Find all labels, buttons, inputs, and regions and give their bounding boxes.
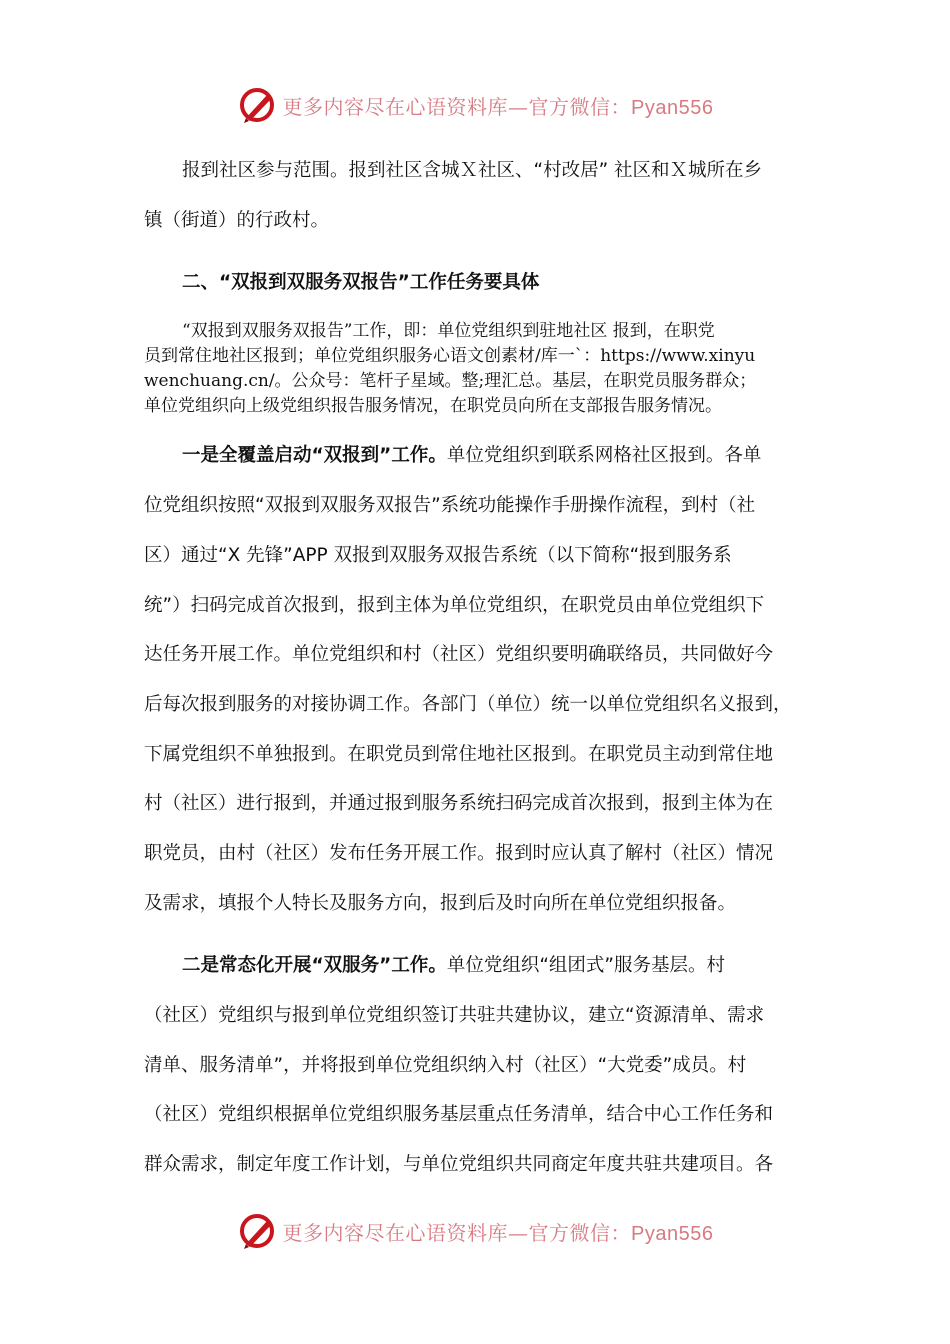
pen-logo-icon bbox=[237, 1211, 277, 1251]
text-line: “双报到双服务双报告”工作，即：单位党组织到驻地社区 报到，在职党 bbox=[182, 321, 715, 341]
text-line: 二是常态化开展“双服务”工作。单位党组织“组团式”服务基层。村 bbox=[182, 955, 725, 976]
pen-logo-icon bbox=[237, 85, 277, 125]
paragraph-lead: 一是全覆盖启动“双报到”工作。 bbox=[182, 445, 447, 466]
text-line: 员到常住地社区报到；单位党组织服务心语文创素材/库一`：https://www.xinyu bbox=[144, 346, 756, 366]
top-banner bbox=[0, 83, 950, 127]
banner-text: 更多内容尽在心语资料库—官方微信：Pyan556 bbox=[282, 94, 714, 119]
banner-text: 更多内容尽在心语资料库—官方微信：Pyan556 bbox=[282, 1220, 714, 1245]
text-line: 村（社区）进行报到，并通过报到服务系统扫码完成首次报到，报到主体为在 bbox=[144, 793, 774, 814]
paragraph-lead: 二是常态化开展“双服务”工作。 bbox=[182, 955, 447, 976]
text-line: 职党员，由村（社区）发布任务开展工作。报到时应认真了解村（社区）情况 bbox=[144, 843, 774, 864]
text-line: 位党组织按照“双报到双服务双报告”系统功能操作手册操作流程，到村（社 bbox=[144, 495, 756, 516]
text-line: 后每次报到服务的对接协调工作。各部门（单位）统一以单位党组织名义报到， bbox=[144, 694, 792, 715]
bottom-banner bbox=[0, 1209, 950, 1253]
text-line: wenchuang.cn/。公众号：笔杆子星域。整;理汇总。基层，在职党员服务群众； bbox=[144, 371, 757, 391]
wechat-id: Pyan556 bbox=[631, 96, 714, 119]
text-line: 及需求，填报个人特长及服务方向，报到后及时向所在单位党组织报备。 bbox=[144, 893, 737, 914]
wechat-id: Pyan556 bbox=[631, 1222, 714, 1245]
text-line: 单位党组织向上级党组织报告服务情况，在职党员向所在支部报告服务情况。 bbox=[144, 396, 722, 416]
text-line: 下属党组织不单独报到。在职党员到常住地社区报到。在职党员主动到常住地 bbox=[144, 744, 774, 765]
text-line: 统”）扫码完成首次报到，报到主体为单位党组织，在职党员由单位党组织下 bbox=[144, 595, 765, 616]
text-line: 区）通过“X 先锋”APP 双报到双服务双报告系统（以下简称“报到服务系 bbox=[144, 545, 732, 566]
text-line: （社区）党组织与报到单位党组织签订共驻共建协议，建立“资源清单、需求 bbox=[144, 1005, 765, 1026]
text-line: 群众需求，制定年度工作计划，与单位党组织共同商定年度共驻共建项目。各 bbox=[144, 1154, 774, 1175]
text-line: 一是全覆盖启动“双报到”工作。单位党组织到联系网格社区报到。各单 bbox=[182, 445, 762, 466]
text-line: （社区）党组织根据单位党组织服务基层重点任务清单，结合中心工作任务和 bbox=[144, 1104, 774, 1125]
text-line: 清单、服务清单”，并将报到单位党组织纳入村（社区）“大党委”成员。村 bbox=[144, 1055, 747, 1076]
section-heading: 二、“双报到双服务双报告”工作任务要具体 bbox=[182, 272, 540, 293]
text-line: 镇（街道）的行政村。 bbox=[144, 210, 330, 231]
text-line: 报到社区参与范围。报到社区含城Ｘ社区、“村改居” 社区和Ｘ城所在乡 bbox=[182, 160, 763, 181]
text-line: 达任务开展工作。单位党组织和村（社区）党组织要明确联络员，共同做好今 bbox=[144, 644, 774, 665]
